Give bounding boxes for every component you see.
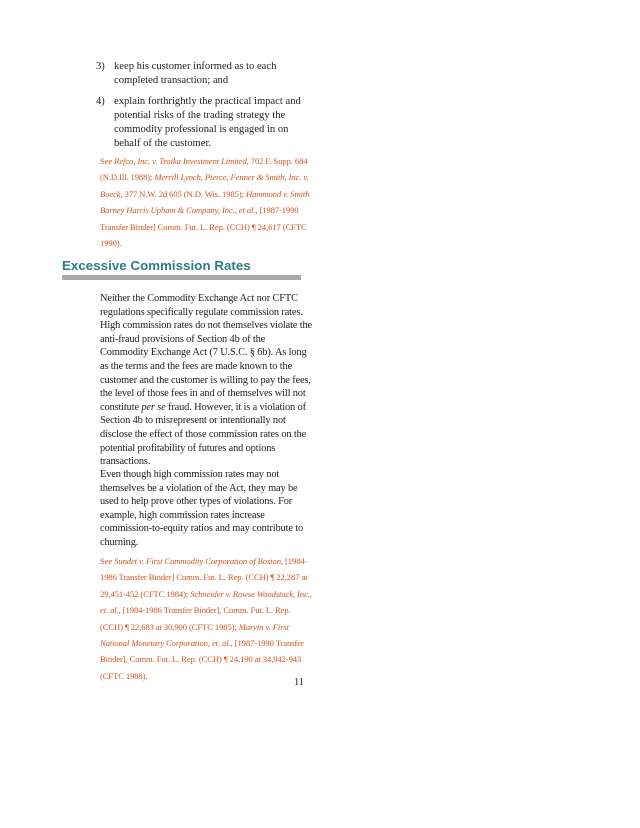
italic-term: per se xyxy=(141,401,166,413)
citation-see: See xyxy=(100,156,115,166)
citation-see: See xyxy=(100,556,115,566)
case-name: Refco, Inc. v. Troika Investment Limited, xyxy=(114,156,249,166)
case-citation-block xyxy=(100,553,312,684)
case-reference: [1984-1986 Transfer Binder], Comm. Fut. L. Rep. (CCH) ¶ 22,683 at 30,900 (CFTC 1985); xyxy=(100,605,291,632)
case-name: Sundet v. First Commodity Corporation of Boston, xyxy=(114,556,283,566)
case-name: Marvin v. First National Monetary Corporation, et. al., xyxy=(100,621,289,649)
list-item-text: keep his customer informed as to each completed transaction; and xyxy=(114,61,277,86)
paragraph-text: Neither the Commodity Exchange Act nor CFTC regulations specifically regulate commission rates. High commission rates do not themselves violate the anti-fraud provisions of Section 4b of the Commodity Exchange Act (7 U.S.C. § 6b). As long as the terms and the fees are made known to the customer and the customer is willing to pay the fees, the level of those fees in and of themselves will not constitute xyxy=(100,293,312,413)
section-heading: Excessive Commission Rates xyxy=(62,258,251,273)
case-reference: 702 F. Supp. 684 (N.D.Ill. 1988); xyxy=(100,156,308,183)
list-item-number: 4) xyxy=(96,96,105,107)
body-paragraph: Even though high commission rates may not themselves be a violation of the Act, they may be used to help prove other types of violations. For example, high commission rates increase commission-to-equity ratios and may contribute to churning. xyxy=(100,469,304,548)
body-paragraph xyxy=(100,292,314,469)
list-item-number: 3) xyxy=(96,61,105,72)
case-reference: [1987-1990 Transfer Binder] Comm. Fut. L. Rep. (CCH) ¶ 24,617 (CFTC 1990). xyxy=(100,205,307,249)
list-item xyxy=(96,95,316,151)
list-item xyxy=(96,60,316,88)
case-name: Hammond v. Smith Barney Harris Upham & Company, Inc., et al., xyxy=(100,188,310,216)
case-citation-block xyxy=(100,153,312,251)
case-reference: [1987-1990 Transfer Binder], Comm. Fut. L. Rep. (CCH) ¶ 24,190 at 34,942-943 (CFTC 1988). xyxy=(100,638,304,681)
case-reference: 377 N.W. 2d 605 (N.D. Wis. 1985); xyxy=(122,188,246,199)
paragraph-text: fraud. However, it is a violation of Section 4b to misrepresent or intentionally not disclose the effect of those commission rates on the potential profitability of futures and options transactions. xyxy=(100,401,307,468)
section-divider xyxy=(62,275,301,280)
case-name: Schneider v. Rowse Woodstock, Inc., et. al., xyxy=(100,588,312,616)
case-name: Merrill Lynch, Pierce, Fenner & Smith, Inc. v. Boeck, xyxy=(100,172,309,199)
case-reference: [1984-1986 Transfer Binder] Comm. Fut. L. Rep. (CCH) ¶ 22,287 at 29,451-452 (CFTC 1984); xyxy=(100,556,308,599)
page-number: 11 xyxy=(293,677,304,688)
requirements-list xyxy=(96,60,316,158)
list-item-text: explain forthrightly the practical impact and potential risks of the trading strategy the commodity professional is engaged in on behalf of the customer. xyxy=(114,96,301,149)
